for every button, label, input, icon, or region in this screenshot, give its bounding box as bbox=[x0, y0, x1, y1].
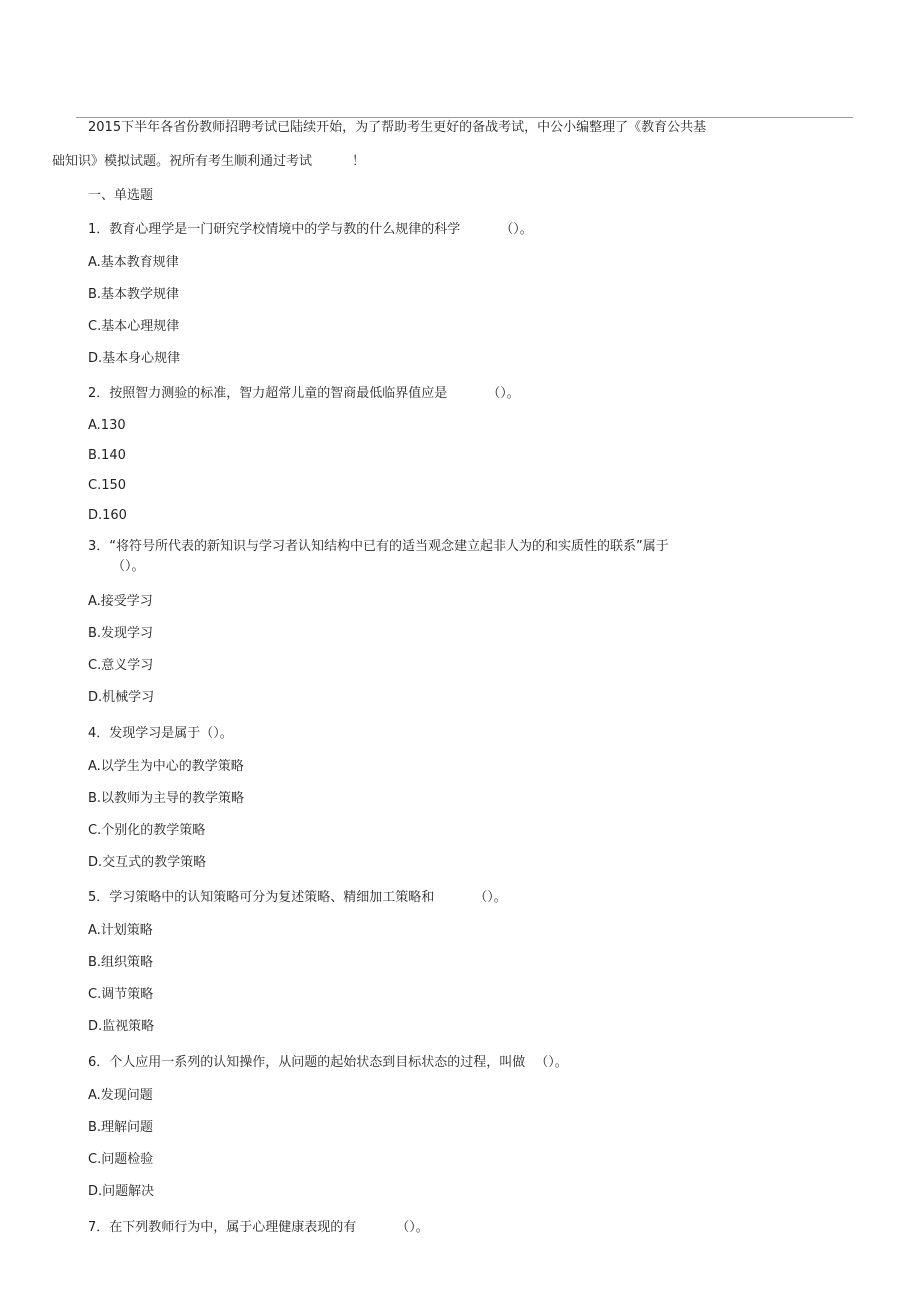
question-4-option-a: A.以学生为中心的教学策略 bbox=[88, 759, 244, 774]
question-3-option-c: C.意义学习 bbox=[88, 658, 154, 673]
question-1-text: 1．教育心理学是一门研究学校情境中的学与教的什么规律的科学 bbox=[88, 222, 461, 237]
intro-line-2-exclaim: ！ bbox=[352, 154, 366, 169]
question-4-stem: 4．发现学习是属于（）。 bbox=[88, 726, 233, 741]
question-3-option-b: B.发现学习 bbox=[88, 626, 154, 641]
question-1-blank: （）。 bbox=[500, 222, 533, 237]
question-5-text: 5．学习策略中的认知策略可分为复述策略、精细加工策略和 bbox=[88, 890, 435, 905]
question-5-blank: （）。 bbox=[474, 890, 507, 905]
question-2-option-a: A.130 bbox=[88, 418, 126, 433]
question-5-option-c: C.调节策略 bbox=[88, 987, 154, 1002]
question-7-text: 7．在下列教师行为中，属于心理健康表现的有 bbox=[88, 1220, 357, 1235]
section-title: 一、单选题 bbox=[88, 188, 154, 203]
question-7-stem bbox=[88, 1219, 429, 1237]
question-2-stem bbox=[88, 385, 520, 403]
question-5-option-d: D.监视策略 bbox=[88, 1019, 155, 1034]
question-2-text: 2．按照智力测验的标准，智力超常儿童的智商最低临界值应是 bbox=[88, 386, 448, 401]
question-7-blank: （）。 bbox=[396, 1220, 429, 1235]
question-1-stem bbox=[88, 221, 533, 239]
question-2-blank: （）。 bbox=[487, 386, 520, 401]
question-1-option-a: A.基本教育规律 bbox=[88, 255, 179, 270]
question-6-option-c: C.问题检验 bbox=[88, 1152, 154, 1167]
question-3-stem: 3．“将符号所代表的新知识与学习者认知结构中已有的适当观念建立起非人为的和实质性的联系”属于 bbox=[88, 539, 669, 554]
question-3-option-a: A.接受学习 bbox=[88, 594, 153, 609]
question-4-option-c: C.个别化的教学策略 bbox=[88, 823, 206, 838]
intro-line-2 bbox=[52, 153, 365, 171]
question-4-option-d: D.交互式的教学策略 bbox=[88, 855, 207, 870]
question-6-option-d: D.问题解决 bbox=[88, 1184, 155, 1199]
question-2-option-d: D.160 bbox=[88, 508, 127, 523]
question-6-stem bbox=[88, 1054, 568, 1072]
question-3-option-d: D.机械学习 bbox=[88, 690, 155, 705]
question-5-option-b: B.组织策略 bbox=[88, 955, 154, 970]
question-3-blank: （）。 bbox=[112, 559, 145, 574]
question-6-option-b: B.理解问题 bbox=[88, 1120, 154, 1135]
question-1-option-c: C.基本心理规律 bbox=[88, 319, 180, 334]
question-6-option-a: A.发现问题 bbox=[88, 1088, 153, 1103]
question-6-blank: （）。 bbox=[535, 1055, 568, 1070]
question-6-text: 6．个人应用一系列的认知操作，从问题的起始状态到目标状态的过程，叫做 bbox=[88, 1055, 526, 1070]
header-rule bbox=[76, 117, 853, 118]
question-4-option-b: B.以教师为主导的教学策略 bbox=[88, 791, 245, 806]
question-2-option-b: B.140 bbox=[88, 448, 126, 463]
intro-line-1: 2015下半年各省份教师招聘考试已陆续开始，为了帮助考生更好的备战考试，中公小编整理了《教育公共基 bbox=[88, 120, 707, 135]
question-1-option-b: B.基本教学规律 bbox=[88, 287, 180, 302]
question-5-option-a: A.计划策略 bbox=[88, 923, 153, 938]
question-5-stem bbox=[88, 889, 507, 907]
question-1-option-d: D.基本身心规律 bbox=[88, 351, 181, 366]
question-2-option-c: C.150 bbox=[88, 478, 127, 493]
intro-line-2-text: 础知识》模拟试题。祝所有考生顺利通过考试 bbox=[52, 154, 313, 169]
